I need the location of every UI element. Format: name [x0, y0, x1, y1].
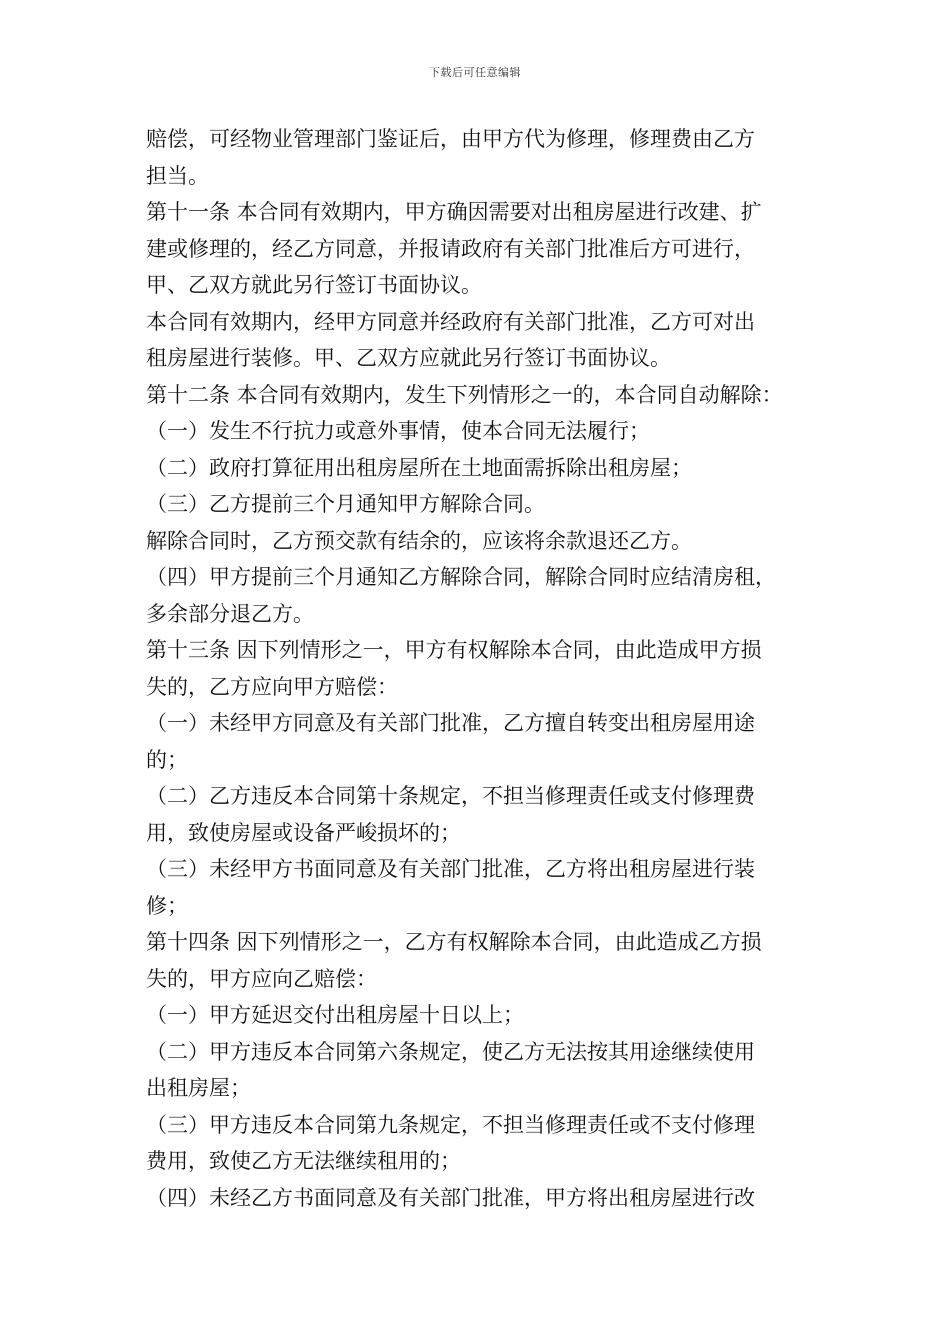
header-note: 下载后可任意编辑 — [429, 66, 521, 79]
text-line: （三）乙方提前三个月通知甲方解除合同。 — [146, 492, 545, 516]
text-line: 第十一条 本合同有效期内，甲方确因需要对出租房屋进行改建、扩 — [146, 200, 762, 224]
text-line: 用，致使房屋或设备严峻损坏的； — [146, 820, 461, 845]
text-line: 租房屋进行装修。甲、乙双方应就此另行签订书面协议。 — [146, 346, 671, 370]
text-line: 修； — [146, 893, 188, 918]
text-line: 解除合同时，乙方预交款有结余的，应该将余款退还乙方。 — [146, 528, 692, 553]
text-line: （三）甲方违反本合同第九条规定，不担当修理责任或不支付修理 — [146, 1112, 755, 1137]
text-line: （一）甲方延迟交付出租房屋十日以上； — [146, 1003, 524, 1027]
text-line: 担当。 — [146, 163, 209, 188]
text-line: 甲、乙双方就此另行签订书面协议。 — [146, 273, 482, 297]
text-line: （三）未经甲方书面同意及有关部门批准，乙方将出租房屋进行装 — [146, 857, 755, 881]
text-line: 建或修理的，经乙方同意，并报请政府有关部门批准后方可进行， — [146, 236, 755, 261]
text-line: （二）政府打算征用出租房屋所在土地面需拆除出租房屋； — [146, 455, 692, 480]
text-line: 本合同有效期内，经甲方同意并经政府有关部门批准，乙方可对出 — [146, 309, 755, 334]
text-line: 第十四条 因下列情形之一，乙方有权解除本合同，由此造成乙方损 — [146, 930, 762, 954]
text-line: （二）甲方违反本合同第六条规定，使乙方无法按其用途继续使用 — [146, 1039, 755, 1064]
text-line: 失的，甲方应向乙赔偿： — [146, 966, 377, 991]
text-line: （四）甲方提前三个月通知乙方解除合同，解除合同时应结清房租， — [146, 565, 776, 589]
text-line: 第十二条 本合同有效期内，发生下列情形之一的，本合同自动解除： — [146, 382, 783, 407]
text-line: 第十三条 因下列情形之一，甲方有权解除本合同，由此造成甲方损 — [146, 638, 762, 662]
text-line: 赔偿，可经物业管理部门鉴证后，由甲方代为修理，修理费由乙方 — [146, 127, 755, 151]
text-line: 费用，致使乙方无法继续租用的； — [146, 1149, 461, 1173]
text-line: 失的，乙方应向甲方赔偿： — [146, 674, 398, 699]
text-line: 多余部分退乙方。 — [146, 601, 314, 626]
text-line: （一）未经甲方同意及有关部门批准，乙方擅自转变出租房屋用途 — [146, 711, 755, 735]
text-line: 的； — [146, 747, 188, 772]
text-line: （一）发生不行抗力或意外事情，使本合同无法履行； — [146, 419, 650, 443]
text-line: （四）未经乙方书面同意及有关部门批准，甲方将出租房屋进行改 — [146, 1185, 755, 1210]
text-line: （二）乙方违反本合同第十条规定，不担当修理责任或支付修理费 — [146, 784, 755, 808]
text-line: 出租房屋； — [146, 1076, 251, 1100]
document-body — [146, 121, 826, 1216]
